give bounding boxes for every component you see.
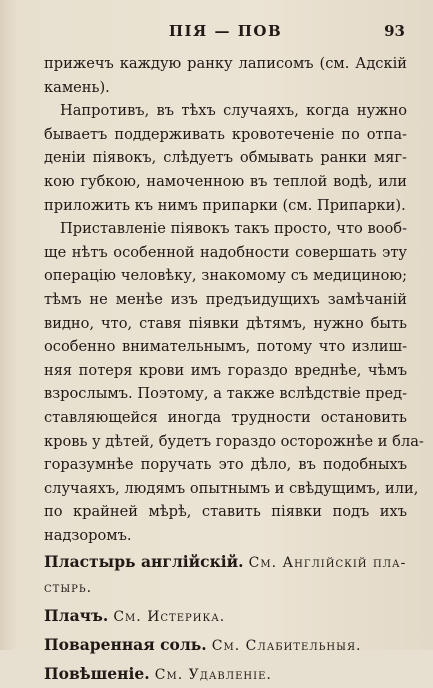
text-line: тѣмъ не менѣе изъ предъидущихъ замѣчаній [44, 290, 407, 308]
text-line: Напротивъ, въ тѣхъ случаяхъ, когда нужно [60, 102, 407, 120]
dictionary-entry [44, 603, 407, 630]
text-line: кровь у дѣтей, будетъ гораздо осторожнѣе и бла- [44, 432, 424, 450]
entry-headword: Повѣшеніе. [44, 664, 150, 684]
dictionary-entry [44, 549, 407, 601]
page-number: 93 [384, 22, 405, 40]
entry-cross-reference: См. Англійскій пла- [248, 555, 407, 572]
entry-headword: Поваренная соль. [44, 635, 207, 655]
text-line: особенно внимательнымъ, потому что излиш- [44, 338, 407, 356]
dictionary-entry [44, 632, 407, 659]
text-line: операцію человѣку, знакомому съ медициною; [44, 267, 407, 285]
dictionary-entry [44, 661, 407, 688]
text-line: ще нѣтъ особенной надобности совершать эту [44, 243, 407, 261]
page-header [44, 22, 407, 52]
text-line: деніи піявокъ, слѣдуетъ обмывать ранки мяг- [44, 149, 407, 167]
entry-line [44, 549, 407, 576]
text-line: ставляющейся иногда трудности остановить [44, 408, 407, 426]
entry-cross-reference: См. Слабительныя. [211, 638, 362, 655]
text-line: Приставленіе піявокъ такъ просто, что вооб- [60, 220, 407, 238]
entry-line [44, 603, 407, 630]
text-line: кою губкою, намоченною въ теплой водѣ, или [44, 172, 407, 190]
text-line: по крайней мѣрѣ, ставить піявки подъ ихъ [44, 503, 407, 521]
text-line: прижечъ каждую ранку лаписомъ (см. Адскій [44, 55, 407, 72]
dictionary-entries [44, 549, 407, 688]
text-line: камень). [44, 78, 110, 96]
entry-line [44, 632, 407, 659]
body-text [44, 52, 424, 547]
text-line: няя потеря крови имъ гораздо вреднѣе, чѣмъ [44, 361, 407, 379]
text-line: взрослымъ. Поэтому, а также вслѣдствіе пред- [44, 385, 407, 403]
text-line: приложить къ нимъ припарки (см. Припарки). [44, 196, 406, 214]
text-line: горазумнѣе поручать это дѣло, въ подобныхъ [44, 456, 407, 474]
entry-continuation: стырь. [44, 580, 93, 597]
entry-headword: Пластырь англійскій. [44, 552, 244, 572]
text-line: случаяхъ, людямъ опытнымъ и свѣдущимъ, или, [44, 479, 419, 497]
entry-cross-reference: См. Удавленіе. [154, 667, 272, 684]
text-line: видно, что, ставя піявки дѣтямъ, нужно быть [44, 314, 407, 332]
running-head: ПІЯ — ПОВ [168, 22, 283, 40]
entry-cross-reference: См. Истерика. [113, 609, 226, 626]
entry-headword: Плачъ. [44, 606, 109, 626]
text-line: бываетъ поддерживать кровотеченіе по отпа- [44, 125, 407, 143]
text-line: надзоромъ. [44, 526, 132, 544]
entry-line [44, 661, 407, 688]
